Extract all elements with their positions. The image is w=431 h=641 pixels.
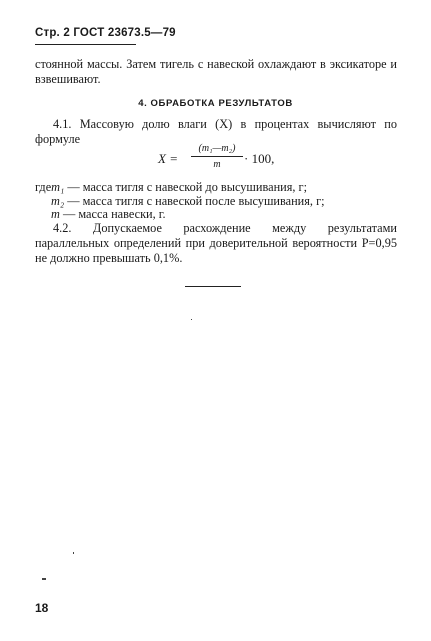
fraction-bar bbox=[191, 156, 243, 157]
section-heading: 4. ОБРАБОТКА РЕЗУЛЬТАТОВ bbox=[138, 98, 293, 109]
scan-speck bbox=[191, 319, 192, 320]
legend-desc: — масса тигля с навеской до высушивания, г; bbox=[64, 180, 308, 194]
paragraph-4-2: 4.2. Допускаемое расхождение между результатами параллельных определений при доверительной вероятности P=0,95 не должно превышать 0,1%. bbox=[35, 221, 397, 265]
legend-symbol: m₁ bbox=[51, 180, 65, 194]
legend-row-m2 bbox=[35, 195, 405, 209]
intro-paragraph: стоянной массы. Затем тигель с навеской охлаждают в эксикаторе и взвешивают. bbox=[35, 57, 397, 86]
formula-fraction bbox=[191, 143, 243, 171]
header-underline bbox=[35, 44, 136, 45]
legend-prefix: где bbox=[35, 180, 52, 194]
page-header: Стр. 2 ГОСТ 23673.5—79 bbox=[35, 27, 176, 39]
end-divider bbox=[185, 286, 241, 287]
legend-symbol: m bbox=[51, 207, 60, 221]
scan-speck bbox=[42, 578, 46, 580]
formula-lhs: X = bbox=[158, 151, 178, 166]
formula-numerator: (m₁—m₂) bbox=[198, 143, 236, 154]
legend-row-m1 bbox=[35, 181, 405, 195]
page-number: 18 bbox=[35, 601, 49, 615]
paragraph-4-1: 4.1. Массовую долю влаги (X) в процентах вычисляют по формуле bbox=[35, 117, 397, 146]
formula-denominator: m bbox=[213, 159, 221, 170]
legend-symbol: m₂ bbox=[51, 193, 65, 208]
legend-row-m bbox=[35, 208, 405, 222]
scan-speck bbox=[73, 552, 74, 554]
formula-rhs: · 100, bbox=[244, 151, 275, 166]
legend-desc: — масса тигля с навеской после высушивания, г; bbox=[64, 193, 325, 208]
formula-legend bbox=[35, 181, 405, 222]
legend-desc: — масса навески, г. bbox=[59, 207, 166, 221]
